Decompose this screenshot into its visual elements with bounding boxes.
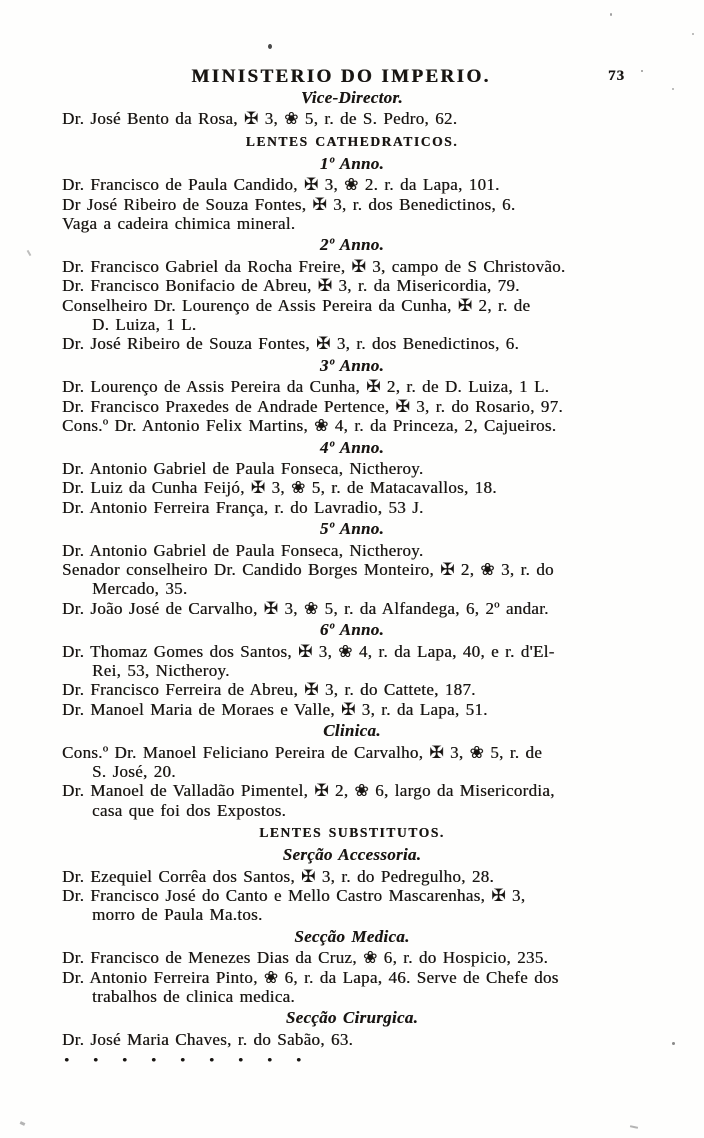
entry-continuation-line: morro de Paula Ma.tos. (92, 905, 263, 925)
section-heading: Serção Accessoria. (282, 845, 422, 865)
section-heading: Secção Medica. (294, 926, 410, 946)
ink-speck (610, 13, 612, 16)
ink-speck (641, 70, 643, 72)
directory-entry-line: Dr. Francisco de Menezes Dias da Cruz, ❀ 6, r. do Hospicio, 235. (62, 948, 549, 968)
section-heading: 3º Anno. (319, 355, 385, 375)
section-heading: 2º Anno. (319, 235, 385, 255)
directory-entry-line: Dr. José Bento da Rosa, ✠ 3, ❀ 5, r. de S. Pedro, 62. (62, 109, 458, 129)
ink-speck (630, 1125, 638, 1129)
directory-entry-line: Senador conselheiro Dr. Candido Borges Monteiro, ✠ 2, ❀ 3, r. do (62, 559, 554, 579)
directory-entry-line: Dr. Francisco Gabriel da Rocha Freire, ✠ 3, campo de S Christovão. (62, 256, 566, 276)
entry-continuation-line: Rei, 53, Nictheroy. (92, 660, 230, 680)
directory-entry-line: Dr. Antonio Ferreira Pinto, ❀ 6, r. da Lapa, 46. Serve de Chefe dos (62, 967, 559, 987)
directory-entry-line: Dr. Antonio Gabriel de Paula Fonseca, Nictheroy. (62, 458, 424, 478)
ink-speck (672, 1042, 675, 1045)
section-heading-caps: LENTES CATHEDRATICOS. (245, 133, 459, 149)
entry-continuation-line: Mercado, 35. (92, 579, 188, 599)
section-heading: Vice-Director. (301, 88, 403, 107)
directory-entry-line: Dr. José Ribeiro de Souza Fontes, ✠ 3, r. dos Benedictinos, 6. (62, 334, 519, 354)
section-heading: 5º Anno. (319, 519, 385, 539)
ink-speck (27, 250, 32, 256)
directory-entry-line: Cons.º Dr. Manoel Feliciano Pereira de Carvalho, ✠ 3, ❀ 5, r. de (62, 742, 543, 762)
section-heading: 1º Anno. (319, 153, 385, 173)
directory-entry-line: Dr. Francisco Ferreira de Abreu, ✠ 3, r. do Cattete, 187. (62, 680, 476, 700)
directory-entry-line: Dr. Thomaz Gomes dos Santos, ✠ 3, ❀ 4, r. da Lapa, 40, e r. d'El- (62, 641, 555, 661)
directory-entry-line: Dr. Francisco José do Canto e Mello Castro Mascarenhas, ✠ 3, (62, 886, 526, 906)
section-heading-caps: LENTES SUBSTITUTOS. (259, 825, 445, 841)
directory-entry-line: Dr. Francisco de Paula Candido, ✠ 3, ❀ 2. r. da Lapa, 101. (62, 175, 500, 195)
directory-entry-line: Dr. Antonio Ferreira França, r. do Lavradio, 53 J. (62, 497, 424, 517)
ellipsis-dots-row: • • • • • • • • • (64, 1053, 302, 1070)
page-header (0, 66, 704, 88)
entry-continuation-line: casa que foi dos Expostos. (92, 800, 287, 820)
directory-entry-line: Cons.º Dr. Antonio Felix Martins, ❀ 4, r. da Princeza, 2, Cajueiros. (62, 416, 557, 436)
ink-speck (268, 44, 272, 49)
page-title: MINISTERIO DO IMPERIO. (191, 66, 491, 87)
directory-entry-line: Dr. José Maria Chaves, r. do Sabão, 63. (62, 1029, 354, 1049)
directory-entry-line: Dr. Francisco Bonifacio de Abreu, ✠ 3, r. da Misericordia, 79. (62, 276, 520, 296)
directory-entry-line: Dr. Francisco Praxedes de Andrade Pertence, ✠ 3, r. do Rosario, 97. (62, 396, 563, 416)
directory-entry-line: Dr. Ezequiel Corrêa dos Santos, ✠ 3, r. do Pedregulho, 28. (62, 866, 494, 886)
entry-continuation-line: trabalhos de clinica medica. (92, 987, 295, 1007)
entry-continuation-line: D. Luiza, 1 L. (92, 315, 197, 335)
page-number: 73 (608, 68, 625, 84)
directory-entry-line: Dr. João José de Carvalho, ✠ 3, ❀ 5, r. da Alfandega, 6, 2º andar. (62, 598, 549, 618)
directory-entry-line: Dr José Ribeiro de Souza Fontes, ✠ 3, r. dos Benedictinos, 6. (62, 194, 516, 214)
section-heading: 4º Anno. (319, 437, 385, 457)
ink-speck (692, 33, 694, 35)
entry-continuation-line: S. José, 20. (92, 762, 176, 781)
directory-entry-line: Dr. Manoel de Valladão Pimentel, ✠ 2, ❀ 6, largo da Misericordia, (62, 781, 555, 801)
text-block (62, 86, 642, 1072)
directory-entry-line: Conselheiro Dr. Lourenço de Assis Pereira da Cunha, ✠ 2, r. de (62, 295, 531, 315)
section-heading: 6º Anno. (319, 620, 385, 640)
directory-entry-line: Dr. Luiz da Cunha Feijó, ✠ 3, ❀ 5, r. de Matacavallos, 18. (62, 478, 497, 498)
ink-speck (20, 1121, 26, 1126)
directory-entry-line: Dr. Lourenço de Assis Pereira da Cunha, ✠ 2, r. de D. Luiza, 1 L. (62, 377, 550, 397)
ink-speck (672, 88, 674, 90)
directory-entry-line: Dr. Antonio Gabriel de Paula Fonseca, Nictheroy. (62, 540, 424, 560)
section-heading: Clinica. (323, 721, 381, 741)
directory-entry-line: Dr. Manoel Maria de Moraes e Valle, ✠ 3, r. da Lapa, 51. (62, 699, 488, 719)
section-heading: Secção Cirurgica. (285, 1008, 419, 1028)
directory-entry-line: Vaga a cadeira chimica mineral. (62, 214, 296, 234)
